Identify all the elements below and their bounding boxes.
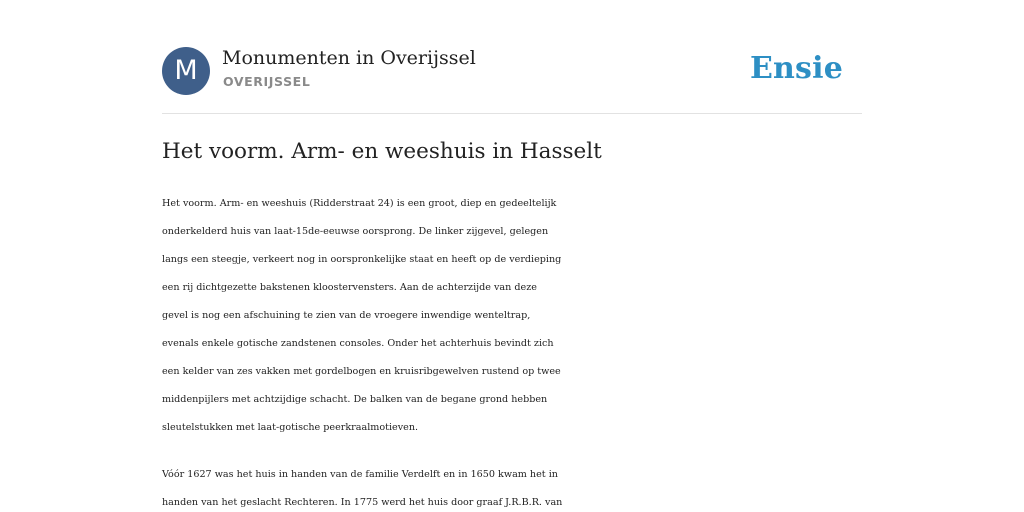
article-paragraph (162, 190, 868, 442)
paragraph-line: sleutelstukken met laat-gotische peerkraalmotieven. (162, 422, 419, 433)
source-title[interactable]: Monumenten in Overijssel (222, 47, 476, 69)
article-title: Het voorm. Arm- en weeshuis in Hasselt (162, 139, 602, 164)
article-paragraph (162, 461, 868, 512)
source-header (162, 0, 862, 114)
paragraph-line: Het voorm. Arm- en weeshuis (Ridderstraat 24) is een groot, diep en gedeeltelijk (162, 198, 557, 209)
paragraph-line: handen van het geslacht Rechteren. In 1775 werd het huis door graaf J.R.B.R. van (162, 497, 563, 508)
paragraph-line: gevel is nog een afschuining te zien van de vroegere inwendige wenteltrap, (162, 310, 531, 321)
paragraph-line: evenals enkele gotische zandstenen consoles. Onder het achterhuis bevindt zich (162, 338, 554, 349)
paragraph-line: een kelder van zes vakken met gordelbogen en kruisribgewelven rustend op twee (162, 366, 561, 377)
paragraph-line: een rij dichtgezette bakstenen kloostervensters. Aan de achterzijde van deze (162, 282, 537, 293)
avatar[interactable]: M (162, 47, 210, 95)
paragraph-line: Vóór 1627 was het huis in handen van de familie Verdelft en in 1650 kwam het in (162, 469, 558, 480)
source-subtitle[interactable]: OVERIJSSEL (223, 74, 311, 89)
ensie-logo[interactable]: Ensie (749, 51, 843, 86)
paragraph-line: onderkelderd huis van laat-15de-eeuwse oorsprong. De linker zijgevel, gelegen (162, 226, 549, 237)
paragraph-line: middenpijlers met achtzijdige schacht. De balken van de begane grond hebben (162, 394, 548, 405)
paragraph-line: langs een steegje, verkeert nog in oorspronkelijke staat en heeft op de verdieping (162, 254, 562, 265)
content-column (162, 0, 862, 508)
